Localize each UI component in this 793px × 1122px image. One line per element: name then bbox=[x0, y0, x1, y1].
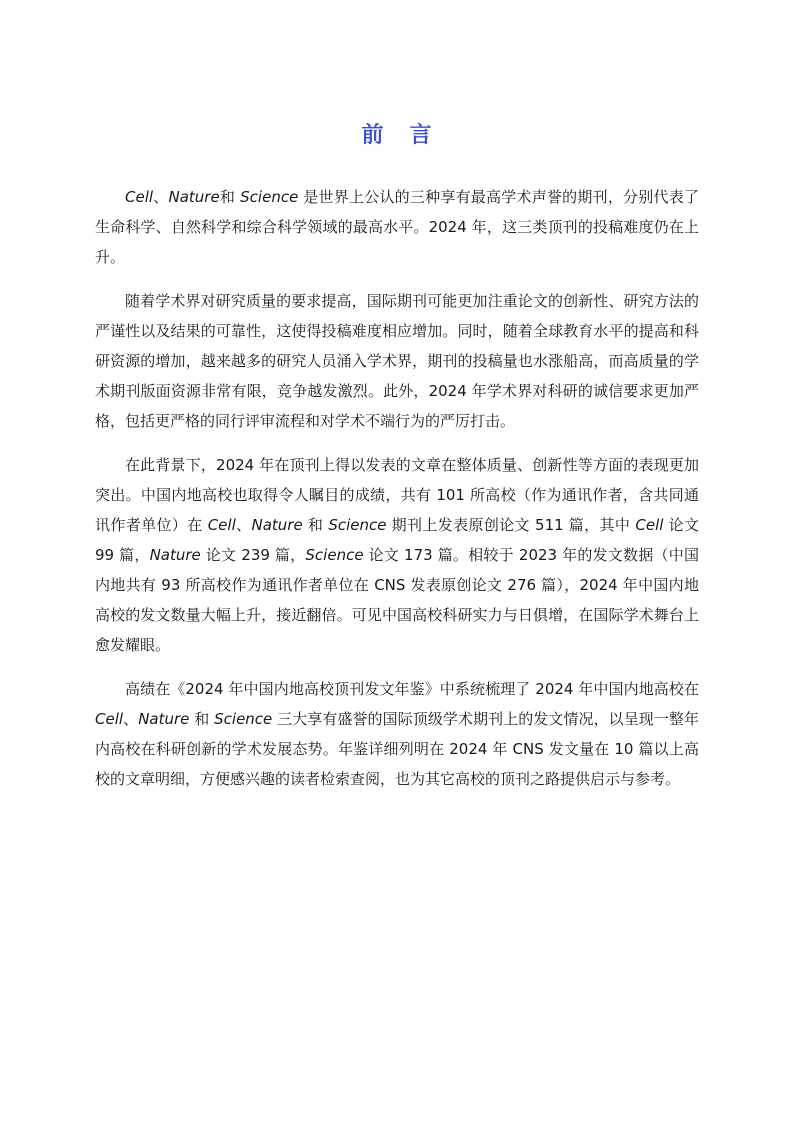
text-segment: 、 bbox=[235, 516, 252, 534]
text-segment: 论文 99 篇， bbox=[95, 516, 699, 564]
journal-name: Cell bbox=[635, 516, 664, 534]
journal-name: Cell bbox=[125, 188, 154, 206]
text-segment: 、 bbox=[153, 188, 169, 206]
text-segment: 和 bbox=[302, 516, 329, 534]
journal-name: Science bbox=[305, 546, 364, 564]
text-segment: 论文 239 篇， bbox=[200, 546, 306, 564]
paragraph-2 bbox=[95, 286, 699, 436]
journal-name: Nature bbox=[168, 188, 220, 206]
title-char-1: 前 bbox=[361, 123, 384, 148]
text-segment: 和 bbox=[219, 188, 241, 206]
text-segment: 期刊上发表原创论文 511 篇，其中 bbox=[386, 516, 636, 534]
text-segment: 、 bbox=[123, 710, 139, 728]
paragraph-3 bbox=[95, 450, 699, 660]
journal-name: Science bbox=[328, 516, 387, 534]
journal-name: Science bbox=[240, 188, 299, 206]
journal-name: Nature bbox=[149, 546, 201, 564]
text-segment: 三大享有盛誉的国际顶级学术期刊上的发文情况，以呈现一整年内高校在科研创新的学术发展态势。年鉴详细列明在 2024 年 CNS 发文量在 10 篇以上高校的文章明细，方便感兴趣的读者检索查阅，也为其它高校的顶刊之路提供启示与参考。 bbox=[95, 710, 699, 788]
text-segment: 随着学术界对研究质量的要求提高，国际期刊可能更加注重论文的创新性、研究方法的严谨性以及结果的可靠性，这使得投稿难度相应增加。同时，随着全球教育水平的提高和科研资源的增加，越来越多的研究人员涌入学术界，期刊的投稿量也水涨船高，而高质量的学术期刊版面资源非常有限，竞争越发激烈。此外，2024 年学术界对科研的诚信要求更加严格，包括更严格的同行评审流程和对学术不端行为的严厉打击。 bbox=[95, 292, 699, 430]
journal-name: Science bbox=[214, 710, 273, 728]
paragraph-1 bbox=[95, 182, 699, 272]
journal-name: Nature bbox=[251, 516, 303, 534]
text-segment: 和 bbox=[189, 710, 215, 728]
text-segment: 论文 173 篇。相较于 2023 年的发文数据（中国内地共有 93 所高校作为通讯作者单位在 CNS 发表原创论文 276 篇），2024 年中国内地高校的发文数量大幅上升，接近翻倍。可见中国高校科研实力与日俱增，在国际学术舞台上愈发耀眼。 bbox=[95, 546, 700, 654]
paragraph-4 bbox=[95, 674, 699, 794]
journal-name: Cell bbox=[95, 710, 124, 728]
text-segment: 是世界上公认的三种享有最高学术声誉的期刊，分别代表了生命科学、自然科学和综合科学领域的最高水平。2024 年，这三类顶刊的投稿难度仍在上升。 bbox=[95, 188, 699, 266]
page-title bbox=[0, 118, 793, 149]
text-segment: 在此背景下，2024 年在顶刊上得以发表的文章在整体质量、创新性等方面的表现更加突出。中国内地高校也取得令人瞩目的成绩，共有 101 所高校（作为通讯作者，含共同通讯作者单位）在 bbox=[95, 456, 699, 534]
preface-body bbox=[95, 182, 699, 808]
journal-name: Nature bbox=[138, 710, 190, 728]
journal-name: Cell bbox=[207, 516, 236, 534]
text-segment: 高绩在《2024 年中国内地高校顶刊发文年鉴》中系统梳理了 2024 年中国内地高校在 bbox=[125, 680, 699, 698]
title-char-2: 言 bbox=[409, 123, 432, 148]
